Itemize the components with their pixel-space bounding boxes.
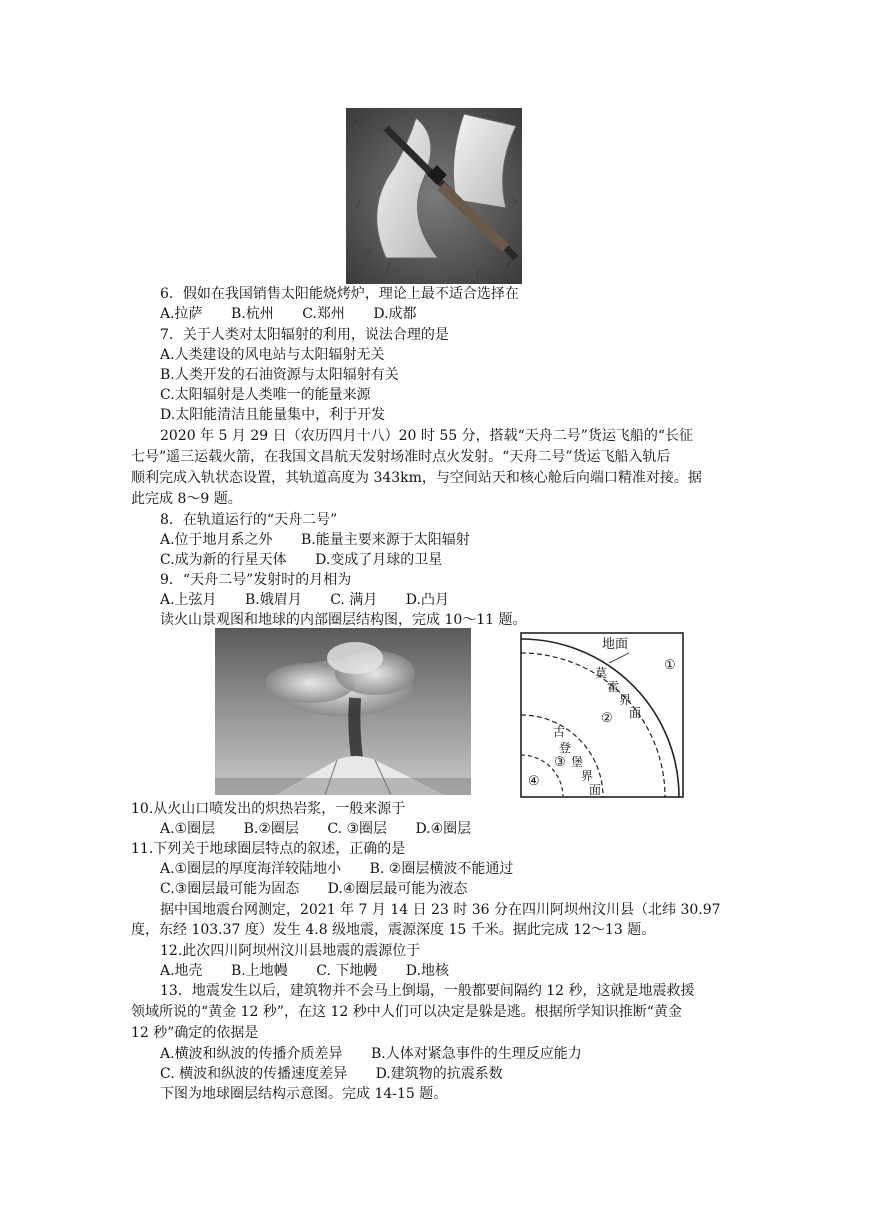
solar-cooker-photo xyxy=(346,108,522,284)
q8-options-row2 xyxy=(160,551,466,569)
q6-option-c: C.郑州 xyxy=(302,306,345,322)
moho-char-3: 界 xyxy=(619,693,632,707)
q7-option-c: C.太阳辐射是人类唯一的能量来源 xyxy=(160,387,371,403)
passage2-line1: 据中国地震台网测定，2021 年 7 月 14 日 23 时 36 分在四川阿坝州汶川县（北纬 30.97 xyxy=(160,902,721,918)
q12-option-a: A.地壳 xyxy=(160,963,203,979)
q7-stem: 7．关于人类对太阳辐射的利用，说法合理的是 xyxy=(160,327,449,343)
moho-char-1: 莫 xyxy=(595,666,608,680)
intro-10-11: 读火山景观图和地球的内部圈层结构图，完成 10～11 题。 xyxy=(160,612,527,628)
q13-option-a: A.横波和纵波的传播介质差异 xyxy=(160,1046,343,1062)
q9-stem: 9．“天舟二号”发射时的月相为 xyxy=(160,572,352,588)
q11-options-row2 xyxy=(160,880,491,898)
gutenberg-char-1: 古 xyxy=(553,725,566,739)
passage1-line3: 顺利完成入轨状态设置，其轨道高度为 343km，与空间站天和核心舱后向端口精准对接。据 xyxy=(131,470,702,486)
q8-option-c: C.成为新的行星天体 xyxy=(160,552,287,568)
q8-option-a: A.位于地月系之外 xyxy=(160,532,273,548)
q6-options xyxy=(160,305,441,323)
gutenberg-char-4: 界 xyxy=(581,769,594,783)
label-ground: 地面 xyxy=(602,637,629,652)
q13-line3: 12 秒”确定的依据是 xyxy=(131,1025,259,1041)
intro-14-15: 下图为地球圈层结构示意图。完成 14-15 题。 xyxy=(160,1086,448,1102)
moho-char-2: 霍 xyxy=(607,680,620,694)
layer-2-label: ② xyxy=(601,711,613,726)
q9-option-b: B.娥眉月 xyxy=(245,592,302,608)
q12-option-b: B.上地幔 xyxy=(231,963,288,979)
gutenberg-char-3: 堡 xyxy=(571,755,584,769)
q10-option-c: C. ③圈层 xyxy=(327,821,387,837)
q6-option-d: D.成都 xyxy=(373,306,417,322)
q9-option-d: D.凸月 xyxy=(405,592,449,608)
q13-option-b: B.人体对紧急事件的生理反应能力 xyxy=(371,1046,582,1062)
q11-option-b: B. ②圈层横波不能通过 xyxy=(369,861,514,877)
q13-line2: 领域所说的“黄金 12 秒”，在这 12 秒中人们可以决定是躲是逃。根据所学知识推断“黄金 xyxy=(131,1004,682,1020)
q12-option-d: D.地核 xyxy=(405,963,449,979)
layer-4-label: ④ xyxy=(528,774,540,789)
q11-option-c: C.③圈层最可能为固态 xyxy=(160,881,300,897)
q13-option-d: D.建筑物的抗震系数 xyxy=(375,1066,503,1082)
q10-option-b: B.②圈层 xyxy=(243,821,299,837)
passage1-line4: 此完成 8～9 题。 xyxy=(131,491,242,507)
q10-stem: 10.从火山口喷发出的炽热岩浆，一般来源于 xyxy=(131,801,406,817)
q13-options-row1 xyxy=(160,1045,606,1063)
q9-option-a: A.上弦月 xyxy=(160,592,217,608)
q11-stem: 11.下列关于地球圈层特点的叙述，正确的是 xyxy=(131,841,406,857)
volcano-photo xyxy=(215,628,471,795)
gutenberg-char-5: 面 xyxy=(589,783,602,797)
q8-stem: 8．在轨道运行的“天舟二号” xyxy=(160,512,338,528)
q7-option-a: A.人类建设的风电站与太阳辐射无关 xyxy=(160,347,385,363)
q10-option-d: D.④圈层 xyxy=(415,821,472,837)
passage2-line2: 度，东经 103.37 度）发生 4.8 级地震，震源深度 15 千米。据此完成 12～13 题。 xyxy=(131,922,656,938)
q11-option-a: A.①圈层的厚度海洋较陆地小 xyxy=(160,861,342,877)
earth-layers-diagram xyxy=(519,631,685,799)
passage1-line1: 2020 年 5 月 29 日（农历四月十八）20 时 55 分，搭载“天舟二号”货运飞船的“长征 xyxy=(160,428,694,444)
q10-options xyxy=(160,820,495,838)
q9-options xyxy=(160,591,473,609)
q8-option-d: D.变成了月球的卫星 xyxy=(315,552,443,568)
q13-line1: 13．地震发生以后，建筑物并不会马上倒塌，一般都要间隔约 12 秒，这就是地震救援 xyxy=(160,983,695,999)
q9-option-c: C. 满月 xyxy=(330,592,378,608)
q8-options-row1 xyxy=(160,531,494,549)
q11-option-d: D.④圈层最可能为液态 xyxy=(327,881,468,897)
q6-stem: 6．假如在我国销售太阳能烧烤炉，理论上最不适合选择在 xyxy=(160,286,519,302)
q12-stem: 12.此次四川阿坝州汶川县地震的震源位于 xyxy=(160,943,421,959)
q7-option-b: B.人类开发的石油资源与太阳辐射有关 xyxy=(160,367,399,383)
q7-option-d: D.太阳能清洁且能量集中，利于开发 xyxy=(160,407,386,423)
q13-option-c: C. 横波和纵波的传播速度差异 xyxy=(160,1066,348,1082)
gutenberg-char-2: 登 xyxy=(559,741,572,755)
q11-options-row1 xyxy=(160,860,537,878)
layer-1-label: ① xyxy=(664,658,676,673)
moho-char-4: 面 xyxy=(629,706,642,720)
q13-options-row2 xyxy=(160,1065,527,1083)
q8-option-b: B.能量主要来源于太阳辐射 xyxy=(301,532,470,548)
q10-option-a: A.①圈层 xyxy=(160,821,216,837)
q6-option-b: B.杭州 xyxy=(231,306,274,322)
layer-3-label: ③ xyxy=(554,755,566,770)
passage1-line2: 七号”遥三运载火箭，在我国文昌航天发射场准时点火发射。“天舟二号”货运飞船入轨后 xyxy=(131,449,671,465)
q12-option-c: C. 下地幔 xyxy=(316,963,378,979)
q12-options xyxy=(160,962,473,980)
q6-option-a: A.拉萨 xyxy=(160,306,203,322)
